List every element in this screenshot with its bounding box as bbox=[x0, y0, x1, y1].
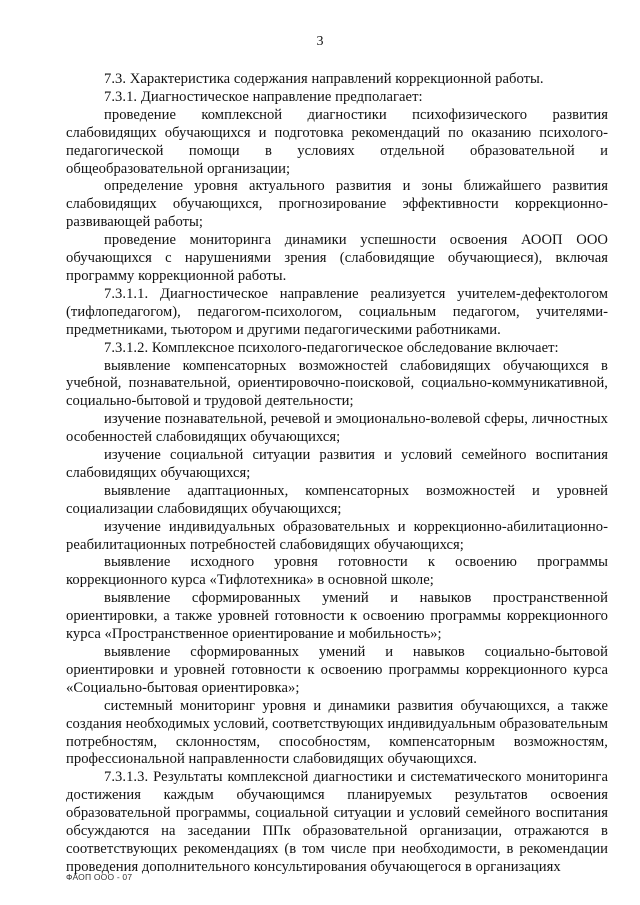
paragraph: 7.3. Характеристика содержания направлений коррекционной работы. bbox=[104, 71, 544, 87]
paragraph: 7.3.1.2. Комплексное психолого-педагогическое обследование включает: bbox=[104, 339, 559, 356]
paragraph: выявление адаптационных, компенсаторных возможностей и уровней социализации слабовидящих обучающихся; bbox=[66, 482, 608, 517]
paragraph: системный мониторинг уровня и динамики развития обучающихся, а также создания необходимых условий, соответствующих индивидуальным образовательным потребностям, склонностям, способностям, компенсаторным возможностям, профессиональной направленности слабовидящих обучающихся. bbox=[66, 697, 608, 768]
paragraph: выявление компенсаторных возможностей слабовидящих обучающихся в учебной, познавательной, ориентировочно-поисковой, социально-коммуникативной, социально-бытовой и трудовой деятельности; bbox=[66, 357, 608, 410]
paragraph: выявление сформированных умений и навыков пространственной ориентировки, а также уровней готовности к освоению программы коррекционного курса «Пространственное ориентирование и мобильность»; bbox=[66, 590, 608, 643]
paragraph: выявление исходного уровня готовности к освоению программы коррекционного курса «Тифлотехника» в основной школе; bbox=[66, 554, 608, 589]
paragraph: проведение мониторинга динамики успешности освоения АООП ООО обучающихся с нарушениями зрения (слабовидящие обучающиеся), включая программу коррекционной работы. bbox=[66, 232, 608, 284]
paragraph: проведение комплексной диагностики психофизического развития слабовидящих обучающихся и подготовка рекомендаций по оказанию психолого-педагогической помощи в условиях отдельной образовательной и общеобразовательной организации; bbox=[66, 106, 608, 177]
paragraph: 7.3.1. Диагностическое направление предполагает: bbox=[104, 88, 423, 105]
paragraph: 7.3.1.3. Результаты комплексной диагностики и систематического мониторинга достижения каждым обучающимся планируемых результатов освоения образовательной программы, социальной ситуации и условий семейного воспитания обсуждаются на заседании ППк образовательной организации, отражаются в соответствующих рекомендациях (в том числе при необходимости, в рекомендации проведения дополнительного консультирования обучающегося в организациях bbox=[66, 769, 608, 875]
paragraph: 7.3.1.1. Диагностическое направление реализуется учителем-дефектологом (тифлопедагогом), педагогом-психологом, социальным педагогом, учителями-предметниками, тьютором и другими педагогическими работниками. bbox=[66, 285, 608, 338]
page-number: 3 bbox=[316, 34, 324, 49]
paragraph: изучение индивидуальных образовательных и коррекционно-абилитационно-реабилитационных потребностей слабовидящих обучающихся; bbox=[66, 518, 608, 553]
paragraph: определение уровня актуального развития и зоны ближайшего развития слабовидящих обучающихся, прогнозирование эффективности коррекционно-развивающей работы; bbox=[66, 178, 608, 231]
paragraph: изучение социальной ситуации развития и условий семейного воспитания слабовидящих обучающихся; bbox=[66, 447, 608, 481]
paragraph: изучение познавательной, речевой и эмоционально-волевой сферы, личностных особенностей слабовидящих обучающихся; bbox=[66, 411, 608, 446]
footer-code: ФАОП ООО - 07 bbox=[66, 872, 133, 882]
paragraph: выявление сформированных умений и навыков социально-бытовой ориентировки и уровней готовности к освоению программы коррекционного курса «Социально-бытовая ориентировка»; bbox=[66, 644, 608, 696]
document-body bbox=[66, 71, 608, 877]
